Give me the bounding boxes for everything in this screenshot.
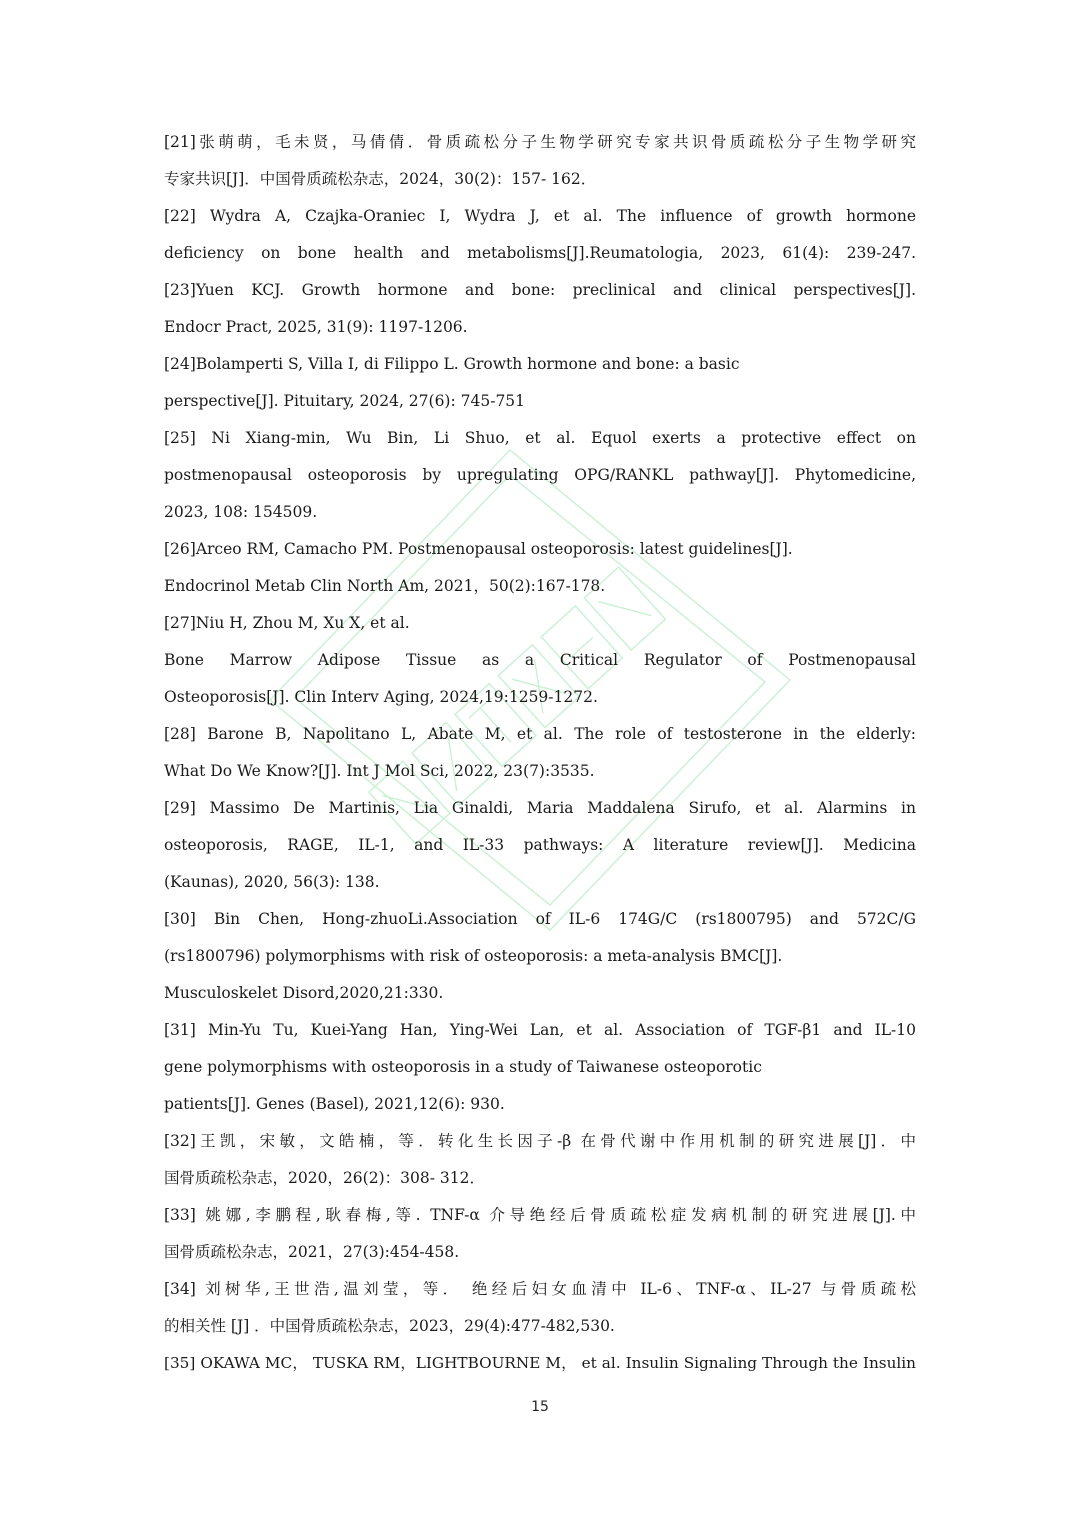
page-number: 15 [531,1399,549,1415]
reference-line: [34] 刘树华,王世浩,温刘莹，等． 绝经后妇女血清中 IL-6、TNF-α、IL-27 与骨质疏松 [164,1280,916,1298]
reference-line: [30] Bin Chen, Hong-zhuoLi.Association of IL-6 174G/C (rs1800795) and 572C/G [164,910,916,928]
reference-line: Bone Marrow Adipose Tissue as a Critical Regulator of Postmenopausal [164,651,916,669]
reference-line: [25] Ni Xiang-min, Wu Bin, Li Shuo, et al. Equol exerts a protective effect on [164,429,916,447]
reference-line: 2023, 108: 154509. [164,503,318,521]
reference-line: [22] Wydra A, Czajka-Oraniec I, Wydra J, et al. The influence of growth hormone [164,207,916,225]
reference-line: 专家共识[J]．中国骨质疏松杂志，2024，30(2)：157- 162． [164,170,597,188]
reference-line: gene polymorphisms with osteoporosis in a study of Taiwanese osteoporotic [164,1058,762,1076]
reference-line: [31] Min-Yu Tu, Kuei-Yang Han, Ying-Wei Lan, et al. Association of TGF-β1 and IL-10 [164,1021,916,1039]
reference-line: patients[J]. Genes (Basel), 2021,12(6): 930. [164,1095,505,1113]
reference-line: postmenopausal osteoporosis by upregulating OPG/RANKL pathway[J]. Phytomedicine, [164,466,916,484]
reference-line: perspective[J]. Pituitary, 2024, 27(6): 745-751 [164,392,526,410]
reference-line: [29] Massimo De Martinis, Lia Ginaldi, Maria Maddalena Sirufo, et al. Alarmins in [164,799,916,817]
reference-line: [21]张萌萌，毛未贤，马倩倩．骨质疏松分子生物学研究专家共识骨质疏松分子生物学研究 [164,133,916,151]
reference-line: What Do We Know?[J]. Int J Mol Sci, 2022, 23(7):3535. [164,762,595,780]
reference-line: [28] Barone B, Napolitano L, Abate M, et al. The role of testosterone in the elderly: [164,725,916,743]
reference-line: (Kaunas), 2020, 56(3): 138. [164,873,380,891]
reference-list [164,124,916,1382]
reference-line: [24]Bolamperti S, Villa I, di Filippo L. Growth hormone and bone: a basic [164,355,740,373]
reference-line: Musculoskelet Disord,2020,21:330. [164,984,444,1002]
reference-line: 国骨质疏松杂志，2021，27(3):454-458. [164,1243,460,1261]
reference-line: 国骨质疏松杂志，2020，26(2)：308- 312． [164,1169,485,1187]
reference-line: Endocr Pract, 2025, 31(9): 1197-1206. [164,318,468,336]
reference-line: [26]Arceo RM, Camacho PM. Postmenopausal osteoporosis: latest guidelines[J]. [164,540,793,558]
reference-line: [32]王凯，宋敏，文皓楠，等．转化生长因子-β 在骨代谢中作用机制的研究进展[J]．中 [164,1132,916,1150]
reference-line: deficiency on bone health and metabolisms[J].Reumatologia, 2023, 61(4): 239-247. [164,244,916,262]
reference-line: [33] 姚娜,李鹏程,耿春梅,等. TNF-α 介导绝经后骨质疏松症发病机制的研究进展[J].中 [164,1206,916,1224]
reference-line: [27]Niu H, Zhou M, Xu X, et al. [164,614,410,632]
reference-line: osteoporosis, RAGE, IL-1, and IL-33 pathways: A literature review[J]. Medicina [164,836,916,854]
reference-line: [23]Yuen KCJ. Growth hormone and bone: preclinical and clinical perspectives[J]. [164,281,916,299]
reference-line: (rs1800796) polymorphisms with risk of osteoporosis: a meta-analysis BMC[J]. [164,947,783,965]
reference-line: Osteoporosis[J]. Clin Interv Aging, 2024,19:1259-1272. [164,688,598,706]
reference-line: Endocrinol Metab Clin North Am, 2021，50(2):167-178. [164,577,606,595]
reference-line: 的相关性 [J] ．中国骨质疏松杂志，2023，29(4):477-482,530. [164,1317,615,1335]
reference-line: [35] OKAWA MC， TUSKA RM，LIGHTBOURNE M， et al. Insulin Signaling Through the Insulin [164,1354,916,1372]
